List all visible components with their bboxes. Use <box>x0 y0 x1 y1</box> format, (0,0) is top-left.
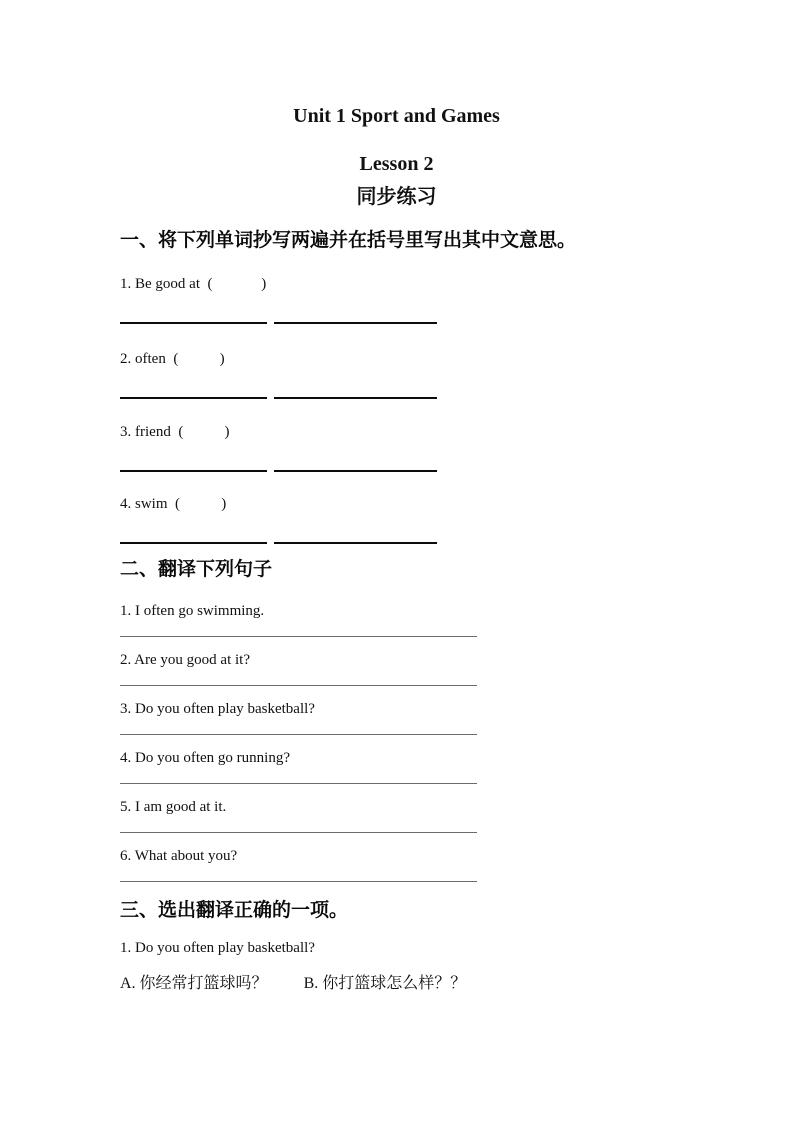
sentence-item-1: 1. I often go swimming. <box>120 603 265 619</box>
answer-line-4 <box>120 783 477 784</box>
answer-line-1 <box>120 636 477 637</box>
writing-line-right <box>274 322 437 324</box>
sentence-item-5: 5. I am good at it. <box>120 799 227 815</box>
sentence-item-2: 2. Are you good at it? <box>120 652 250 668</box>
answer-line-6 <box>120 881 477 882</box>
doc-subtitle: 同步练习 <box>356 184 437 208</box>
word-item-2: 2. often ( ) <box>120 351 225 367</box>
answer-line-5 <box>120 832 477 833</box>
writing-line-pair-1 <box>120 322 673 324</box>
writing-line-pair-3 <box>120 470 673 472</box>
mc-options-row <box>120 974 673 994</box>
sentence-item-6: 6. What about you? <box>120 848 238 864</box>
writing-line-left <box>120 542 267 544</box>
answer-line-3 <box>120 734 477 735</box>
writing-line-right <box>274 397 437 399</box>
answer-line-2 <box>120 685 477 686</box>
writing-line-right <box>274 470 437 472</box>
word-item-4: 4. swim ( ) <box>120 496 227 512</box>
writing-line-left <box>120 322 267 324</box>
sentence-item-3: 3. Do you often play basketball? <box>120 701 315 717</box>
writing-line-left <box>120 397 267 399</box>
doc-lesson: Lesson 2 <box>359 153 434 175</box>
word-item-3: 3. friend ( ) <box>120 424 230 440</box>
option-b: B. 你打篮球怎么样？？ <box>303 975 467 992</box>
option-a: A. 你经常打篮球吗？ <box>120 975 268 992</box>
word-item-1: 1. Be good at ( ) <box>120 276 267 292</box>
mc-question: 1. Do you often play basketball? <box>120 940 315 956</box>
writing-line-pair-4 <box>120 542 673 544</box>
writing-line-pair-2 <box>120 397 673 399</box>
doc-title: Unit 1 Sport and Games <box>293 105 500 127</box>
section-two-heading: 二、翻译下列句子 <box>120 558 273 580</box>
section-one-heading: 一、将下列单词抄写两遍并在括号里写出其中文意思。 <box>120 229 577 251</box>
writing-line-right <box>274 542 437 544</box>
section-three-heading: 三、选出翻译正确的一项。 <box>120 899 349 921</box>
sentence-item-4: 4. Do you often go running? <box>120 750 290 766</box>
writing-line-left <box>120 470 267 472</box>
